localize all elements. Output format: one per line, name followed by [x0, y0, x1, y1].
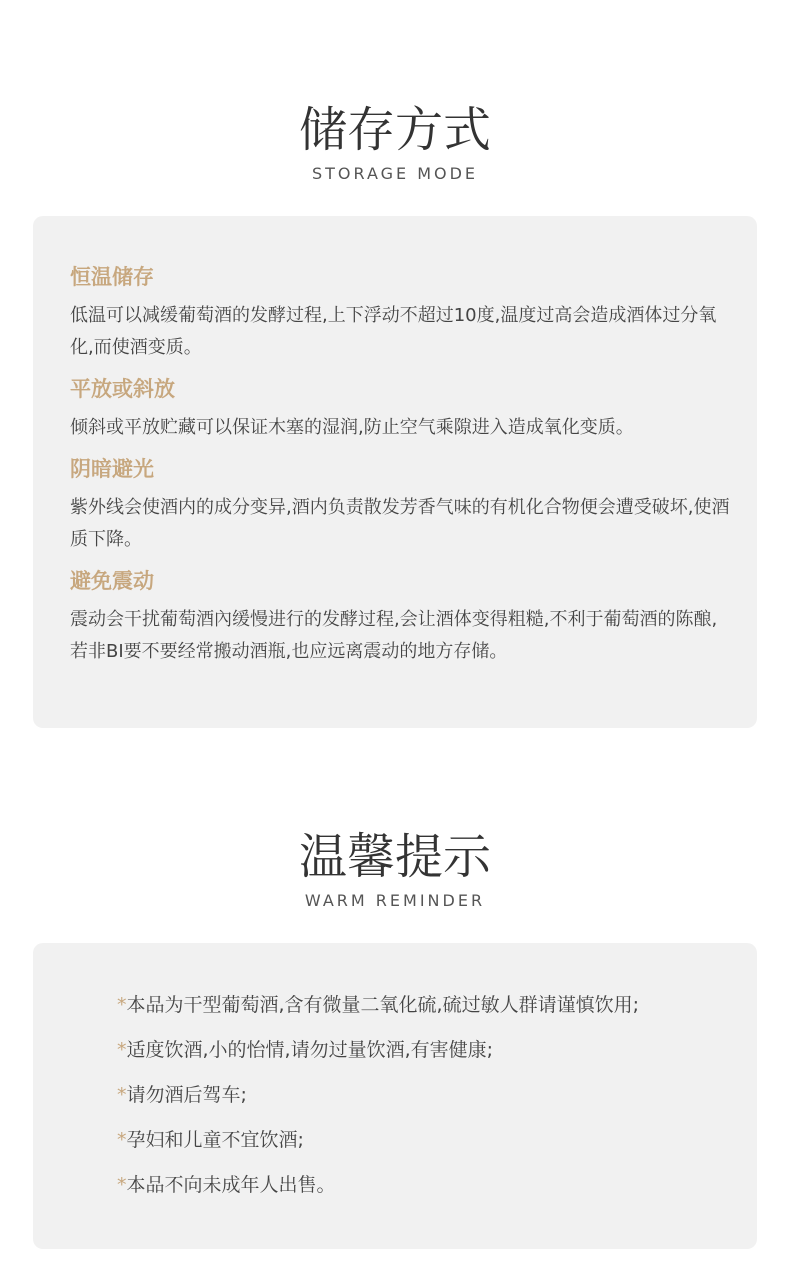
reminder-item: [117, 1125, 639, 1155]
reminder-item: [117, 1170, 639, 1200]
storage-list: [70, 262, 730, 678]
asterisk-marker: *: [117, 1039, 127, 1061]
asterisk-marker: *: [117, 994, 127, 1016]
storage-item-text: 震动会干扰葡萄酒內缓慢进行的发酵过程,会让酒体变得粗糙,不利于葡萄酒的陈酿,若非BI要不要经常搬动酒瓶,也应远离震动的地方存储。: [70, 609, 718, 662]
reminder-card: [33, 943, 757, 1249]
reminder-item-text: 请勿酒后驾车;: [126, 1084, 247, 1106]
storage-section-title: 储存方式: [298, 102, 491, 158]
storage-item-text: 倾斜或平放贮藏可以保证木塞的湿润,防止空气乘隙进入造成氧化变质。: [70, 417, 634, 438]
storage-card: [33, 216, 757, 728]
reminder-item-text: 本品为干型葡萄酒,含有微量二氧化硫,硫过敏人群请谨慎饮用;: [126, 994, 639, 1016]
reminder-item: [117, 990, 639, 1020]
storage-item-text: 紫外线会使酒内的成分变异,酒内负责散发芳香气味的有机化合物便会遭受破坏,使酒质下降。: [70, 497, 730, 550]
reminder-list: [117, 990, 639, 1215]
storage-item-heading: 阴暗避光: [70, 457, 154, 481]
asterisk-marker: *: [117, 1129, 127, 1151]
reminder-item-text: 本品不向未成年人出售。: [126, 1174, 336, 1196]
reminder-section-title: 温馨提示: [298, 829, 491, 885]
storage-item-heading: 平放或斜放: [70, 377, 175, 401]
storage-item-dark-place: [70, 454, 730, 556]
storage-item-avoid-vibration: [70, 566, 730, 668]
storage-section-subtitle: STORAGE MODE: [311, 164, 479, 183]
storage-item-heading: 恒温储存: [70, 265, 154, 289]
reminder-item-text: 适度饮酒,小的怡情,请勿过量饮酒,有害健康;: [126, 1039, 494, 1061]
reminder-item: [117, 1080, 639, 1110]
reminder-section-subtitle: WARM REMINDER: [304, 891, 486, 910]
storage-item-text: 低温可以减缓葡萄酒的发酵过程,上下浮动不超过10度,温度过高会造成酒体过分氧化,而使酒变质。: [70, 305, 717, 358]
asterisk-marker: *: [117, 1174, 127, 1196]
asterisk-marker: *: [117, 1084, 127, 1106]
storage-item-heading: 避免震动: [70, 569, 154, 593]
storage-item-constant-temperature: [70, 262, 730, 364]
reminder-item: [117, 1035, 639, 1065]
reminder-item-text: 孕妇和儿童不宜饮酒;: [126, 1129, 304, 1151]
storage-item-flat-or-tilted: [70, 374, 730, 444]
